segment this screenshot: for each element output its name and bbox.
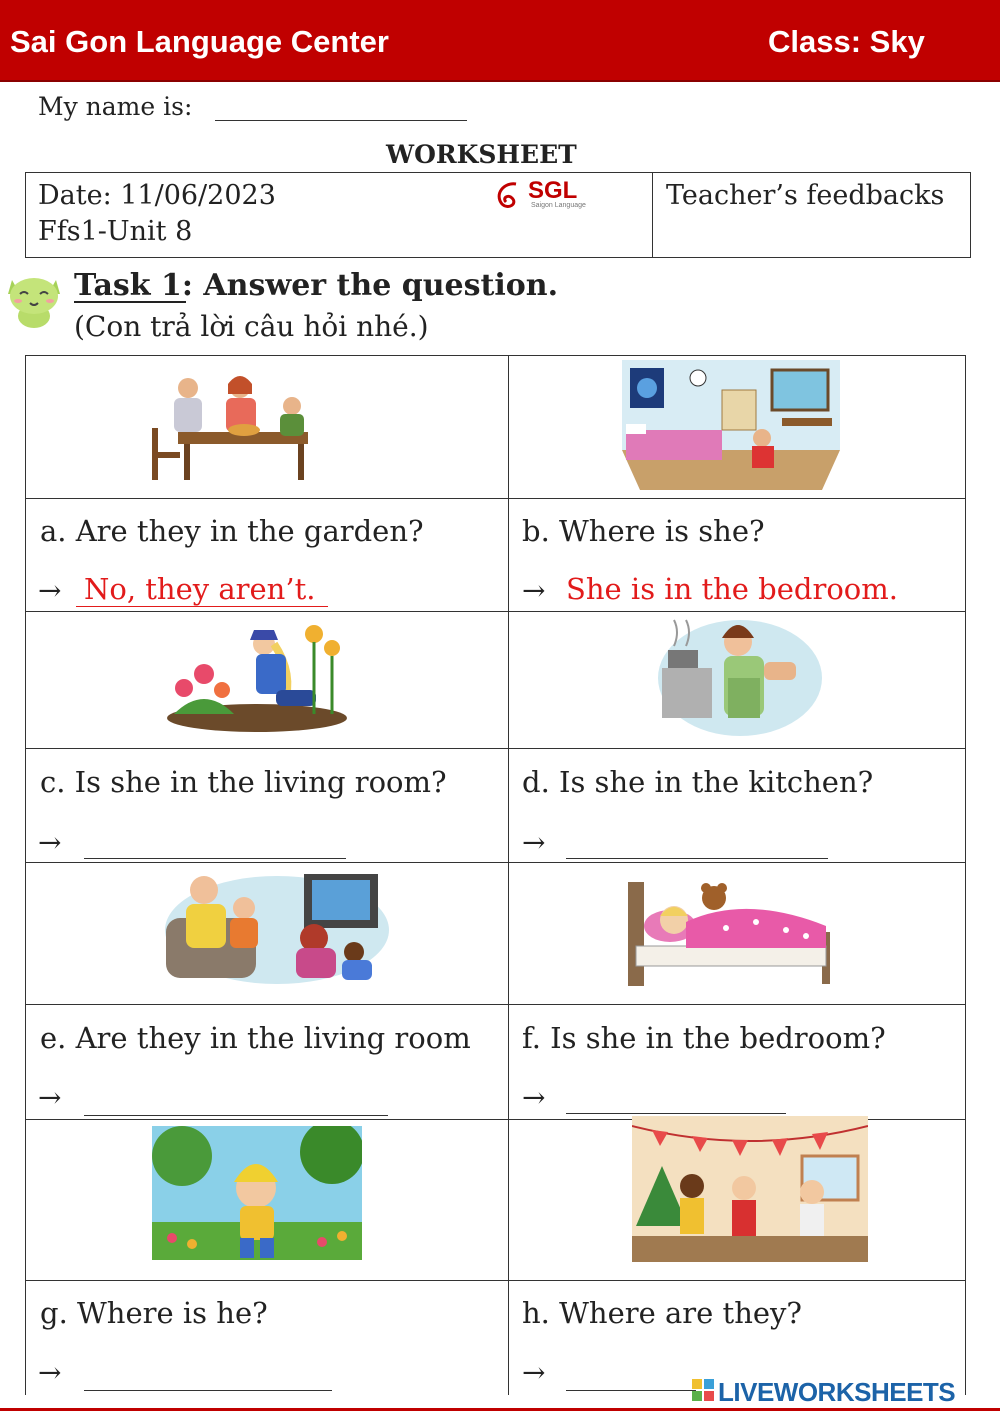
- question-f: f. Is she in the bedroom?: [522, 1021, 886, 1055]
- logo-text: SGL: [528, 177, 578, 204]
- task-underline: [74, 301, 186, 303]
- liveworksheets-logo-icon: [692, 1379, 714, 1403]
- arrow-icon: →: [522, 1081, 546, 1114]
- answer-e-field[interactable]: [84, 1115, 388, 1116]
- answer-a[interactable]: No, they aren’t.: [84, 572, 316, 606]
- arrow-icon: →: [522, 826, 546, 859]
- task-title: Task 1: Answer the question.: [74, 268, 559, 303]
- answer-f-field[interactable]: [566, 1113, 786, 1114]
- unit-text: Ffs1-Unit 8: [38, 216, 193, 247]
- center-name: Sai Gon Language Center: [10, 24, 389, 59]
- question-d: d. Is she in the kitchen?: [522, 765, 874, 799]
- grid-line: [25, 1280, 966, 1281]
- grid-line: [25, 748, 966, 749]
- gardening-picture: [164, 614, 350, 734]
- grid-line: [25, 1004, 966, 1005]
- answer-d-field[interactable]: [566, 858, 828, 859]
- grid-line: [25, 498, 966, 499]
- boy-garden-picture: [152, 1126, 362, 1260]
- info-divider: [652, 172, 653, 258]
- cat-icon: [4, 268, 64, 330]
- grid-line: [25, 862, 966, 863]
- grid-divider: [508, 355, 509, 1395]
- party-room-picture: [632, 1116, 868, 1262]
- arrow-icon: →: [522, 574, 546, 607]
- logo-subtext: Saigon Language: [531, 202, 586, 209]
- arrow-icon: →: [38, 1081, 62, 1114]
- feedback-label: Teacher’s feedbacks: [666, 180, 945, 211]
- answer-g-field[interactable]: [84, 1390, 332, 1391]
- class-label: Class: Sky: [768, 24, 925, 59]
- worksheet-title: WORKSHEET: [386, 140, 577, 169]
- question-c: c. Is she in the living room?: [40, 765, 447, 799]
- bedroom-picture: [622, 360, 840, 490]
- answer-a-underline: [76, 606, 328, 607]
- arrow-icon: →: [38, 826, 62, 859]
- liveworksheets-brand[interactable]: LIVEWORKSHEETS: [718, 1377, 956, 1407]
- question-a: a. Are they in the garden?: [40, 514, 424, 548]
- question-h: h. Where are they?: [522, 1296, 802, 1330]
- task-subtitle: (Con trả lời câu hỏi nhé.): [74, 310, 429, 343]
- name-field[interactable]: [215, 120, 467, 121]
- arrow-icon: →: [38, 574, 62, 607]
- question-g: g. Where is he?: [40, 1296, 268, 1330]
- answer-c-field[interactable]: [84, 858, 346, 859]
- family-tv-picture: [164, 868, 390, 986]
- question-b: b. Where is she?: [522, 514, 765, 548]
- question-e: e. Are they in the living room: [40, 1021, 471, 1055]
- sleeping-girl-picture: [626, 876, 832, 988]
- family-dining-picture: [148, 372, 330, 484]
- footer-line: [0, 1408, 1000, 1411]
- arrow-icon: →: [522, 1356, 546, 1389]
- grid-line: [25, 611, 966, 612]
- kitchen-cooking-picture: [658, 612, 822, 736]
- answer-h-field[interactable]: [566, 1390, 696, 1391]
- answer-b[interactable]: She is in the bedroom.: [566, 572, 898, 606]
- name-label: My name is:: [38, 92, 193, 121]
- date-text: Date: 11/06/2023: [38, 180, 276, 211]
- arrow-icon: →: [38, 1356, 62, 1389]
